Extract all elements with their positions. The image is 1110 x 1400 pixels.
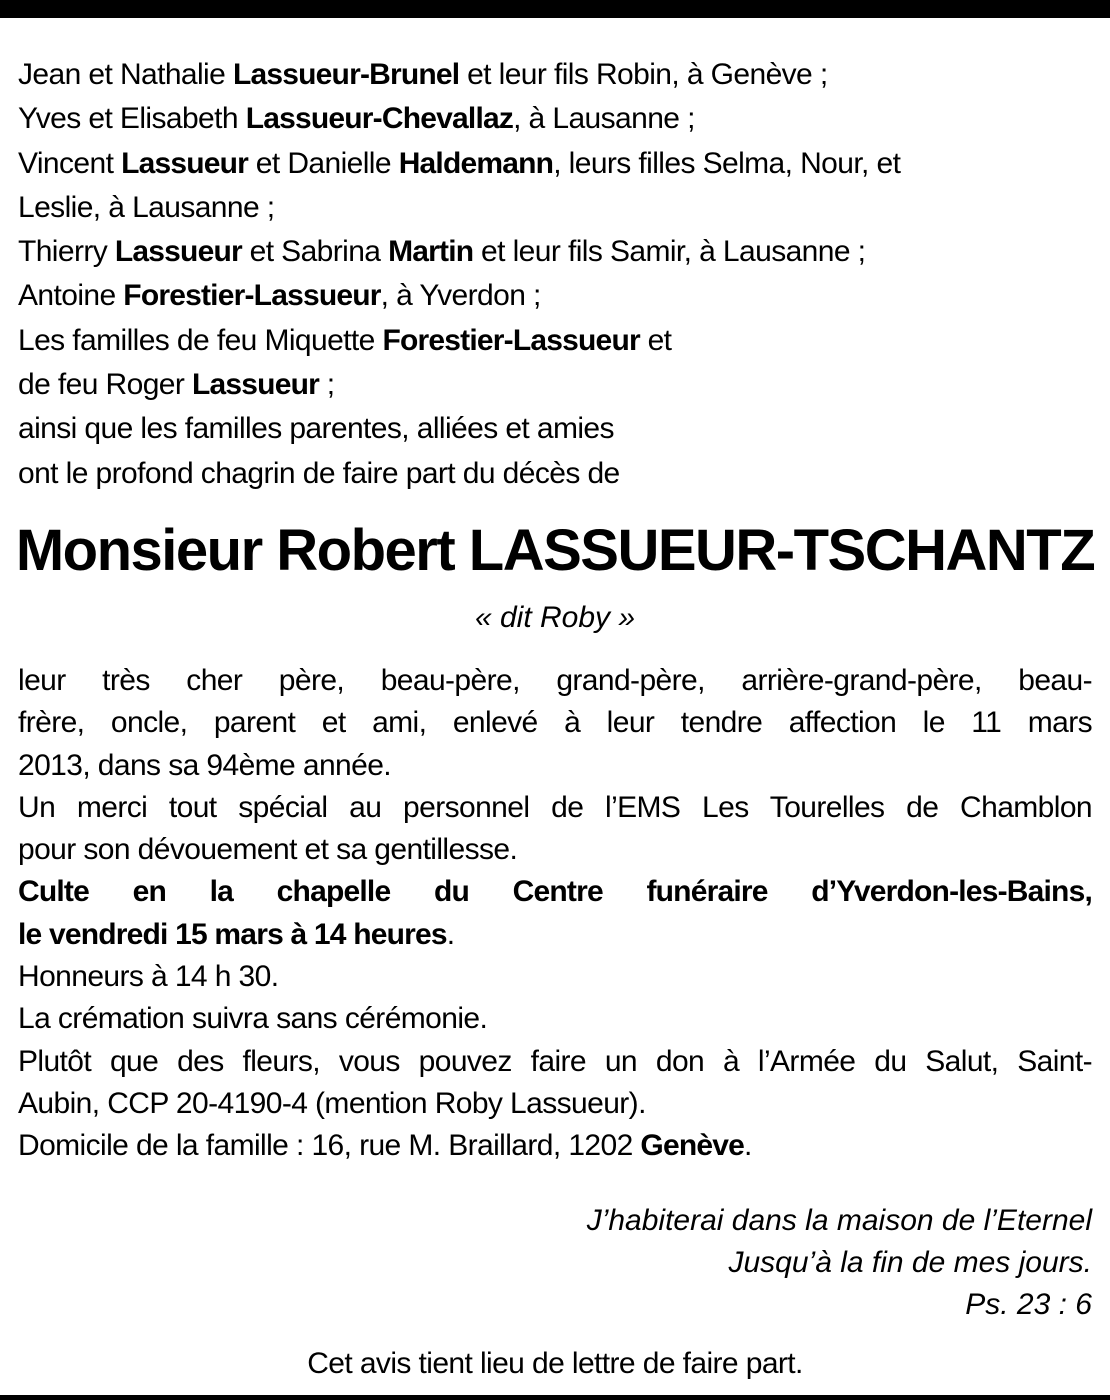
text-segment: ont le profond chagrin de faire part du décès de xyxy=(18,456,620,490)
bottom-border xyxy=(0,1395,1110,1400)
bold-name: Lassueur-Brunel xyxy=(232,58,460,91)
text-segment: Plutôt que des fleurs, vous pouvez faire un don à l’Armée du Salut, Saint- xyxy=(18,1044,1092,1078)
bold-name: Culte en la chapelle du Centre funéraire d’Yverdon-les-Bains, xyxy=(18,875,1092,909)
text-segment: . xyxy=(446,917,455,951)
bible-verse xyxy=(587,1200,1092,1326)
text-segment: et xyxy=(639,323,672,357)
nickname: « dit Roby » xyxy=(474,601,636,634)
text-segment: frère, oncle, parent et ami, enlevé à leur tendre affection le 11 mars xyxy=(18,706,1092,740)
text-line xyxy=(18,745,1092,787)
text-segment: et leur fils Robin, à Genève ; xyxy=(459,58,828,91)
family-list xyxy=(18,53,1092,496)
verse-reference: Ps. 23 : 6 xyxy=(965,1288,1092,1321)
bold-name: Lassueur xyxy=(121,146,249,180)
text-line xyxy=(18,142,1092,186)
text-segment: 2013, dans sa 94ème année. xyxy=(18,748,392,782)
text-line xyxy=(18,1125,1092,1167)
text-line xyxy=(18,914,1092,956)
text-segment: de feu Roger xyxy=(18,368,192,402)
announcement-body xyxy=(18,660,1092,1168)
text-segment: et leur fils Samir, à Lausanne ; xyxy=(473,235,866,269)
text-line xyxy=(18,829,1092,871)
text-segment: et Sabrina xyxy=(241,235,389,269)
bold-name: Lassueur xyxy=(114,235,242,269)
text-segment: ; xyxy=(319,368,335,402)
bold-name: le vendredi 15 mars à 14 heures xyxy=(18,917,447,951)
text-segment: Antoine xyxy=(18,279,124,313)
text-segment: leur très cher père, beau-père, grand-père, arrière-grand-père, beau- xyxy=(18,664,1092,697)
text-segment: Un merci tout spécial au personnel de l’EMS Les Tourelles de Chamblon xyxy=(18,790,1092,824)
text-segment: Jean et Nathalie xyxy=(18,58,233,91)
bold-name: Forestier-Lassueur xyxy=(123,279,381,313)
bold-name: Lassueur-Chevallaz xyxy=(245,102,514,136)
text-line xyxy=(18,274,1092,318)
text-segment: , leurs filles Selma, Nour, et xyxy=(553,146,901,180)
text-line xyxy=(18,998,1092,1040)
text-segment: ainsi que les familles parentes, alliées et amies xyxy=(18,412,614,446)
bold-name: Martin xyxy=(388,235,474,269)
text-segment: et Danielle xyxy=(248,146,399,180)
text-segment: La crémation suivra sans cérémonie. xyxy=(18,1002,488,1036)
bold-name: Genève xyxy=(640,1129,745,1163)
verse-line: J’habiterai dans la maison de l’Eternel xyxy=(586,1204,1092,1237)
text-segment: Vincent xyxy=(18,146,122,180)
text-line xyxy=(18,956,1092,998)
top-border xyxy=(0,0,1110,18)
text-segment: , à Yverdon ; xyxy=(380,279,541,313)
text-segment: . xyxy=(744,1129,752,1163)
text-segment: Leslie, à Lausanne ; xyxy=(18,190,275,224)
text-line xyxy=(18,787,1092,829)
text-line xyxy=(18,53,1092,97)
text-segment: Les familles de feu Miquette xyxy=(18,323,383,357)
footer-note: Cet avis tient lieu de lettre de faire part. xyxy=(307,1347,803,1380)
text-line xyxy=(18,230,1092,274)
bold-name: Haldemann xyxy=(398,146,554,180)
text-line xyxy=(18,186,1092,230)
text-segment: , à Lausanne ; xyxy=(513,102,695,136)
text-segment: Aubin, CCP 20-4190-4 (mention Roby Lassueur). xyxy=(18,1086,646,1120)
text-line xyxy=(18,319,1092,363)
verse-line: Jusqu’à la fin de mes jours. xyxy=(728,1246,1092,1279)
text-line xyxy=(18,363,1092,407)
text-segment: pour son dévouement et sa gentillesse. xyxy=(18,833,518,867)
text-line xyxy=(18,1083,1092,1125)
text-segment: Honneurs à 14 h 30. xyxy=(18,960,279,994)
text-segment: Thierry xyxy=(18,235,115,269)
text-line xyxy=(18,97,1092,141)
text-line xyxy=(18,407,1092,451)
text-line xyxy=(18,1041,1092,1083)
bold-name: Lassueur xyxy=(192,368,319,402)
bold-name: Forestier-Lassueur xyxy=(382,323,640,357)
text-line xyxy=(18,452,1092,496)
deceased-name: Monsieur Robert LASSUEUR-TSCHANTZ xyxy=(15,518,1095,583)
text-line xyxy=(18,660,1092,702)
text-segment: Yves et Elisabeth xyxy=(18,102,246,136)
text-line xyxy=(18,871,1092,913)
text-segment: Domicile de la famille : 16, rue M. Braillard, 1202 xyxy=(18,1129,641,1163)
text-line xyxy=(18,702,1092,744)
